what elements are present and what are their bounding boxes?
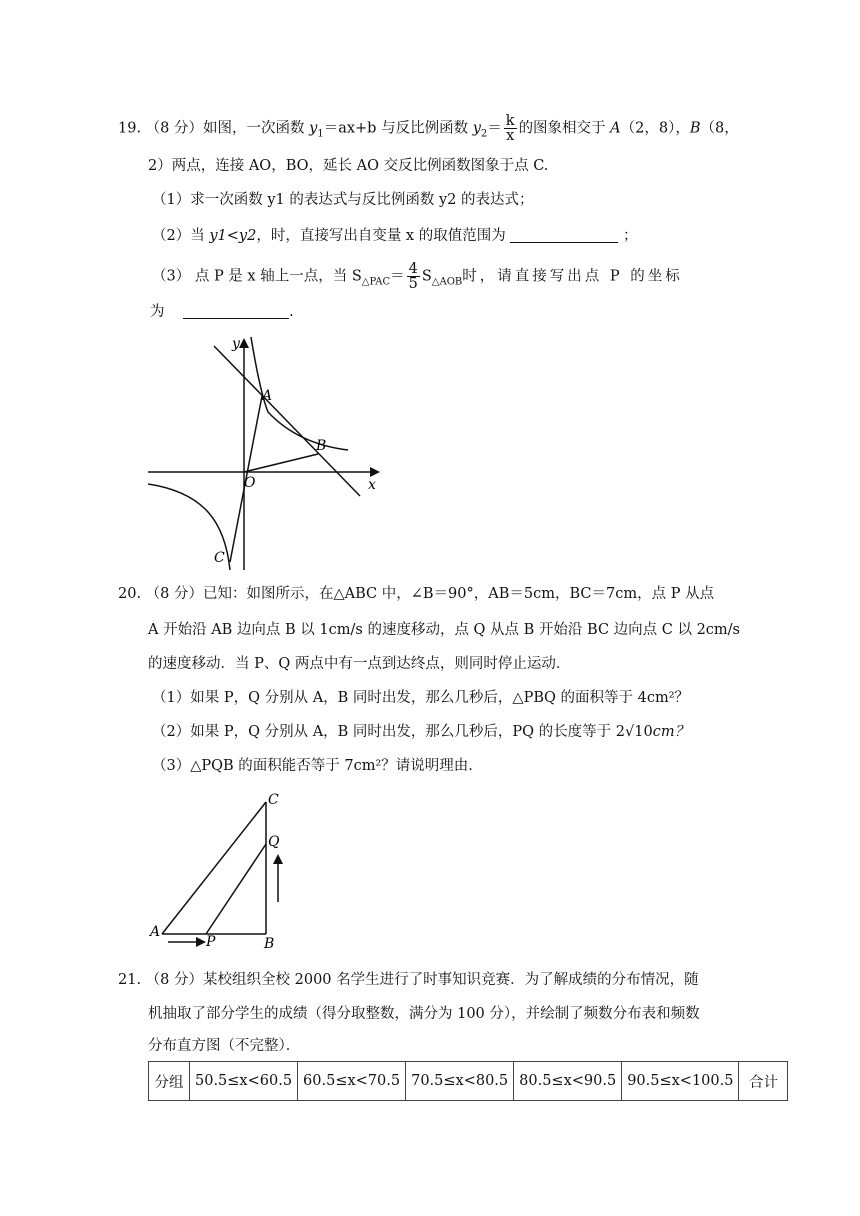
q19-function-graph	[148, 332, 388, 570]
label-c: C	[214, 550, 225, 566]
q20-line2: A 开始沿 AB 边向点 B 以 1cm/s 的速度移动，点 Q 从点 B 开始沿 BC 边向点 C 以 2cm/s	[148, 622, 740, 638]
q19-text: 如图，一次函数	[203, 120, 310, 137]
q19-text: 为	[150, 304, 165, 320]
q19-text: ；	[622, 228, 638, 244]
fraction-denominator: x	[506, 128, 515, 144]
label-b: B	[316, 438, 327, 454]
q19-line1	[118, 114, 739, 144]
table-header-cell: 合计	[739, 1062, 788, 1101]
fraction-denominator: 5	[408, 276, 418, 292]
label-b: B	[264, 936, 275, 952]
q20-number: 20.	[118, 586, 142, 602]
q19-part3-cont	[150, 302, 294, 322]
q19-part2	[152, 226, 637, 246]
q20-triangle-figure	[148, 786, 298, 954]
q19-y1: y	[309, 120, 318, 137]
q19-text: ＝	[390, 268, 405, 285]
y-axis-arrow	[239, 338, 249, 348]
q19-eq2: ＝	[487, 120, 502, 137]
q19-text: ，时，直接写出自变量 x 的取值范围为	[256, 228, 506, 244]
arrow-up-icon	[273, 854, 283, 864]
q20-part2	[152, 722, 689, 742]
fraction-numerator: k	[505, 113, 515, 129]
q19-text: 与反比例函数	[376, 120, 473, 137]
table-header-cell: 70.5≤x<80.5	[406, 1062, 514, 1101]
q19-sub1: 1	[317, 128, 324, 140]
label-p: P	[206, 934, 216, 950]
table-header-cell: 50.5≤x<60.5	[190, 1062, 298, 1101]
q20-text: cm？	[652, 724, 690, 740]
q19-sub2: 2	[480, 128, 488, 140]
q19-sub-aob: △AOB	[431, 276, 463, 288]
label-o: O	[244, 475, 256, 491]
q21-text: （8 分）某校组织全校 2000 名学生进行了时事知识竞赛．为了解成绩的分布情况，随	[145, 972, 699, 988]
q19-text: （8，	[700, 120, 739, 137]
table-header-cell: 90.5≤x<100.5	[622, 1062, 739, 1101]
segment-bo	[244, 454, 318, 472]
answer-blank[interactable]	[510, 226, 618, 243]
x-axis-arrow	[370, 467, 380, 477]
q19-score: （8 分）	[145, 120, 204, 137]
table-header-cell: 60.5≤x<70.5	[298, 1062, 406, 1101]
label-a: A	[262, 388, 273, 404]
q19-part1: （1）求一次函数 y1 的表达式与反比例函数 y2 的表达式；	[152, 192, 534, 208]
q19-eq1: ＝ax+b	[323, 120, 377, 137]
q21-line1	[118, 970, 699, 990]
q19-text: .	[289, 304, 294, 320]
q19-text: （3） 点 P 是 x 轴上一点，当 S	[152, 268, 362, 285]
q20-line1	[118, 584, 714, 604]
sqrt-value: 2√10	[615, 724, 653, 740]
q19-number: 19.	[118, 120, 142, 137]
k-over-x-fraction	[504, 114, 517, 143]
q20-part3: （3）△PQB 的面积能否等于 7cm²？请说明理由．	[152, 758, 483, 774]
q21-line3: 分布直方图（不完整）．	[148, 1038, 301, 1054]
label-x: x	[368, 477, 376, 493]
q19-y2: y	[472, 120, 481, 137]
fraction-numerator: 4	[408, 261, 418, 277]
q20-text: （8 分）已知：如图所示，在△ABC 中，∠B＝90°，AB＝5cm，BC＝7cm，点 P 从点	[145, 586, 715, 602]
q19-part3	[152, 262, 683, 292]
table-header-cell: 分组	[149, 1062, 190, 1101]
label-c: C	[268, 792, 279, 808]
q19-text: （2）当	[152, 228, 210, 244]
q19-inequality: y1<y2	[209, 228, 257, 244]
table-header-cell: 80.5≤x<90.5	[514, 1062, 622, 1101]
label-q: Q	[268, 834, 280, 850]
label-a: A	[150, 924, 161, 940]
arrow-right-icon	[196, 937, 206, 947]
four-fifths-fraction	[407, 262, 420, 291]
q19-text: S	[421, 268, 432, 285]
segment-pq	[206, 844, 266, 934]
label-y: y	[232, 336, 240, 352]
point-b: B	[689, 120, 701, 137]
q19-sub-pac: △PAC	[361, 276, 391, 288]
q19-line2: 2）两点，连接 AO，BO，延长 AO 交反比例函数图象于点 C.	[148, 158, 549, 174]
frequency-table	[148, 1061, 788, 1101]
q19-text: 的图象相交于	[518, 120, 611, 137]
answer-blank[interactable]	[183, 302, 289, 319]
q19-text: （2，8），	[620, 120, 690, 137]
q20-line3: 的速度移动．当 P、Q 两点中有一点到达终点，则同时停止运动．	[148, 656, 571, 672]
q20-part1: （1）如果 P，Q 分别从 A，B 同时出发，那么几秒后，△PBQ 的面积等于 4cm²？	[152, 690, 690, 706]
q21-line2: 机抽取了部分学生的成绩（得分取整数，满分为 100 分），并绘制了频数分布表和频数	[148, 1006, 700, 1022]
table-header-row	[149, 1062, 788, 1101]
point-a: A	[610, 120, 621, 137]
q21-number: 21.	[118, 972, 142, 988]
q19-text: 时，请直接写出点 P 的坐标	[462, 268, 683, 285]
line-y1	[214, 346, 360, 496]
q20-text: （2）如果 P，Q 分别从 A，B 同时出发，那么几秒后，PQ 的长度等于	[152, 724, 616, 740]
